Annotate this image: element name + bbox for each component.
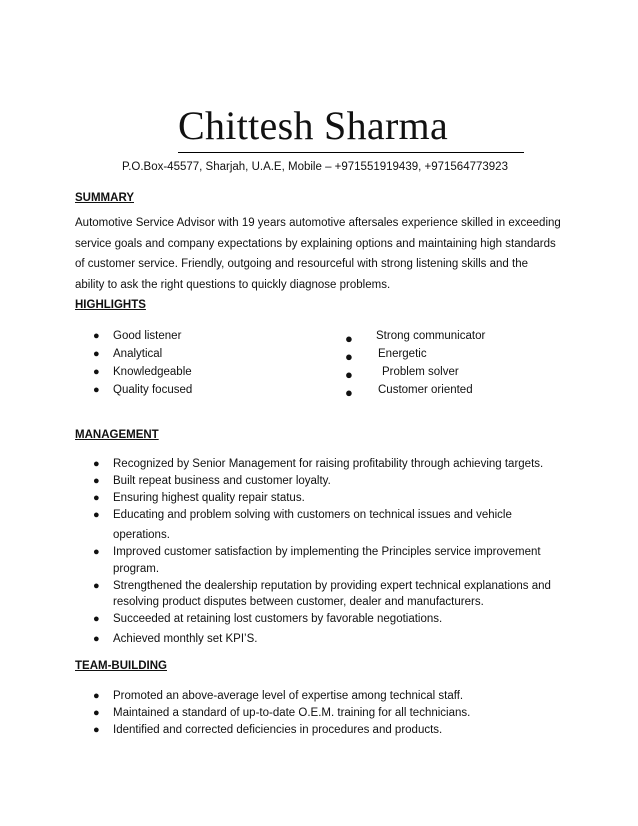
highlights-row bbox=[93, 330, 573, 348]
bullet-icon: ● bbox=[93, 613, 100, 625]
highlight-item: Problem solver bbox=[382, 366, 459, 378]
team-building-heading: TEAM-BUILDING bbox=[75, 660, 167, 672]
highlights-row bbox=[93, 366, 573, 384]
bullet-icon: ● bbox=[93, 492, 100, 504]
summary-line: Automotive Service Advisor with 19 years automotive aftersales experience skilled in exceeding bbox=[75, 217, 561, 229]
list-item: ● Succeeded at retaining lost customers by favorable negotiations. bbox=[93, 611, 573, 628]
highlight-item: Customer oriented bbox=[378, 384, 473, 396]
highlight-item: Analytical bbox=[113, 348, 163, 360]
list-item: ● Improved customer satisfaction by implementing the Principles service improvement program. bbox=[93, 546, 541, 575]
highlight-item: Strong communicator bbox=[376, 330, 486, 342]
bullet-icon: ● bbox=[93, 509, 100, 521]
list-item: ● Educating and problem solving with customers on technical issues and vehicle operations. bbox=[93, 509, 512, 541]
list-item: ● Identified and corrected deficiencies in procedures and products. bbox=[93, 722, 573, 739]
highlight-item: Knowledgeable bbox=[113, 366, 192, 378]
team-building-list bbox=[93, 688, 573, 739]
highlight-item: Good listener bbox=[113, 330, 182, 342]
candidate-name: Chittesh Sharma bbox=[178, 100, 524, 153]
list-item: ● Achieved monthly set KPI’S. bbox=[93, 631, 573, 648]
highlights-row bbox=[93, 384, 573, 402]
bullet-icon: ● bbox=[93, 724, 100, 736]
list-item: ● Promoted an above-average level of expertise among technical staff. bbox=[93, 688, 573, 705]
summary-line: of customer service. Friendly, outgoing and resourceful with strong listening skills and the bbox=[75, 258, 528, 271]
bullet-icon: ● bbox=[93, 690, 100, 702]
bullet-icon: ● bbox=[345, 331, 353, 346]
highlights-heading: HIGHLIGHTS bbox=[75, 299, 146, 311]
list-item: ● Strengthened the dealership reputation by providing expert technical explanations and resolving product disputes between customer, dealer and manufacturers. bbox=[93, 579, 551, 608]
bullet-icon: ● bbox=[93, 475, 100, 487]
list-item: ● Built repeat business and customer loyalty. bbox=[93, 473, 573, 490]
contact-line: P.O.Box-45577, Sharjah, U.A.E, Mobile – +971551919439, +971564773923 bbox=[122, 161, 508, 173]
bullet-icon: ● bbox=[345, 385, 353, 400]
highlights-grid bbox=[93, 330, 573, 402]
bullet-icon: ● bbox=[345, 349, 353, 364]
summary-paragraph bbox=[75, 213, 575, 296]
management-heading: MANAGEMENT bbox=[75, 429, 159, 441]
bullet-icon: ● bbox=[93, 632, 100, 645]
highlight-item: Energetic bbox=[378, 348, 427, 360]
bullet-icon: ● bbox=[93, 348, 100, 360]
bullet-icon: ● bbox=[93, 384, 100, 396]
bullet-icon: ● bbox=[93, 366, 100, 378]
list-item: ● Maintained a standard of up-to-date O.E.M. training for all technicians. bbox=[93, 705, 573, 722]
bullet-icon: ● bbox=[93, 458, 100, 470]
highlight-item: Quality focused bbox=[113, 384, 193, 396]
management-list bbox=[93, 456, 573, 647]
bullet-icon: ● bbox=[93, 546, 100, 558]
bullet-icon: ● bbox=[93, 579, 100, 592]
list-item: ● Ensuring highest quality repair status. bbox=[93, 490, 573, 507]
summary-line: service goals and company expectations by explaining options and maintaining high standards bbox=[75, 237, 556, 250]
bullet-icon: ● bbox=[345, 367, 353, 382]
bullet-icon: ● bbox=[93, 330, 100, 342]
bullet-icon: ● bbox=[93, 707, 100, 719]
list-item: ● Recognized by Senior Management for raising profitability through achieving targets. bbox=[93, 456, 573, 473]
highlights-row bbox=[93, 348, 573, 366]
summary-heading: SUMMARY bbox=[75, 192, 134, 204]
summary-line: ability to ask the right questions to quickly diagnose problems. bbox=[75, 279, 391, 292]
